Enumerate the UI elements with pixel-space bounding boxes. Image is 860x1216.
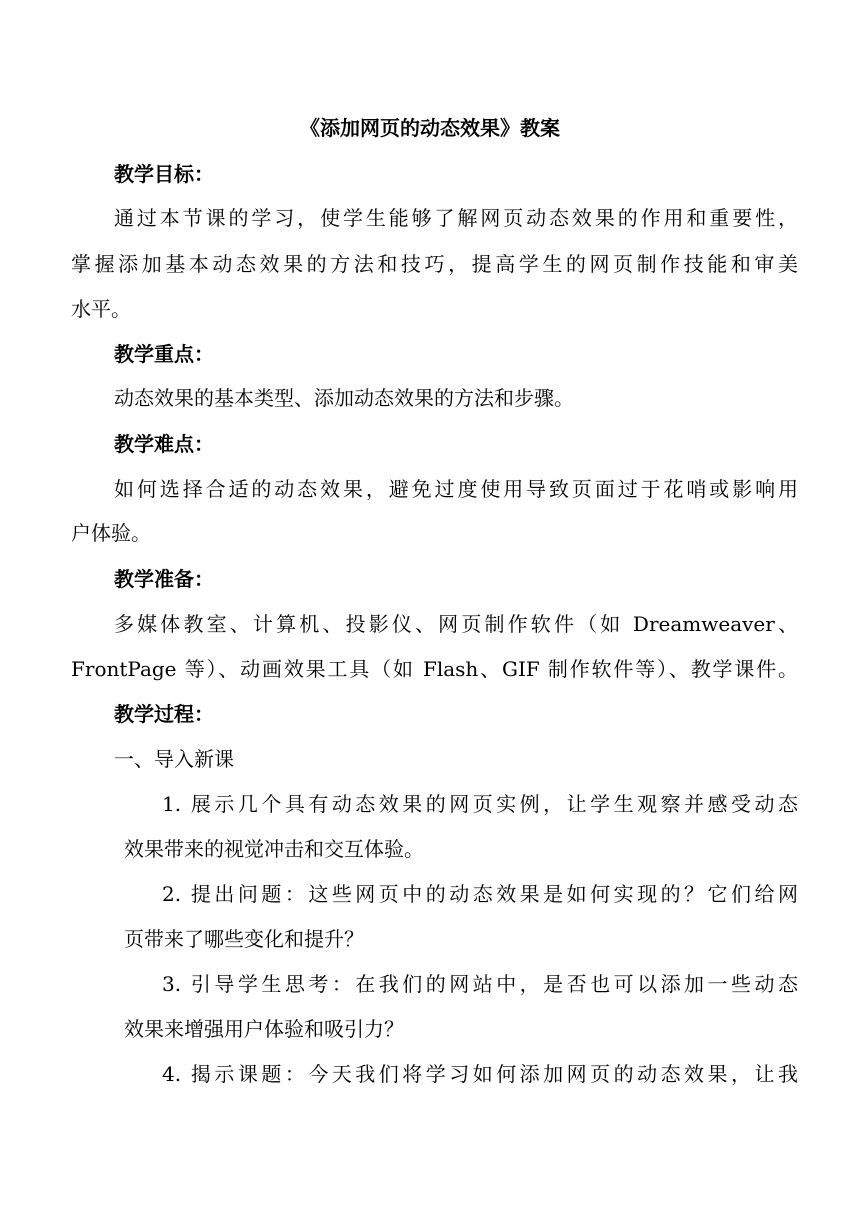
process-item-1-line-2: 效果带来的视觉冲击和交互体验。 [124,837,424,861]
difficulties-line-1: 如何选择合适的动态效果，避免过度使用导致页面过于花哨或影响用 [114,477,798,501]
process-item-4-line-1: 4. 揭示课题：今天我们将学习如何添加网页的动态效果，让我 [162,1062,798,1086]
process-item-1-line-1: 1. 展示几个具有动态效果的网页实例，让学生观察并感受动态 [162,792,798,816]
objective-line-3: 水平。 [71,297,131,321]
difficulties-heading: 教学难点： [114,432,214,456]
objective-heading: 教学目标： [114,162,214,186]
process-subheading: 一、导入新课 [114,747,234,771]
preparation-heading: 教学准备： [114,567,214,591]
process-item-2-line-2: 页带来了哪些变化和提升？ [124,927,364,951]
key-points-line-1: 动态效果的基本类型、添加动态效果的方法和步骤。 [114,386,574,410]
objective-line-2: 掌握添加基本动态效果的方法和技巧，提高学生的网页制作技能和审美 [71,252,798,276]
process-item-3-line-2: 效果来增强用户体验和吸引力？ [124,1017,404,1041]
process-item-3-line-1: 3. 引导学生思考：在我们的网站中，是否也可以添加一些动态 [162,972,798,996]
process-item-2-line-1: 2. 提出问题：这些网页中的动态效果是如何实现的？它们给网 [162,882,798,906]
key-points-heading: 教学重点： [114,342,214,366]
preparation-line-1: 多媒体教室、计算机、投影仪、网页制作软件（如 Dreamweaver、 [114,612,798,636]
process-heading: 教学过程： [114,702,214,726]
objective-line-1: 通过本节课的学习，使学生能够了解网页动态效果的作用和重要性， [114,206,798,230]
difficulties-line-2: 户体验。 [71,521,151,545]
document-title: 《添加网页的动态效果》教案 [300,116,560,140]
preparation-line-2: FrontPage 等）、动画效果工具（如 Flash、GIF 制作软件等）、教学课件。 [71,657,798,681]
